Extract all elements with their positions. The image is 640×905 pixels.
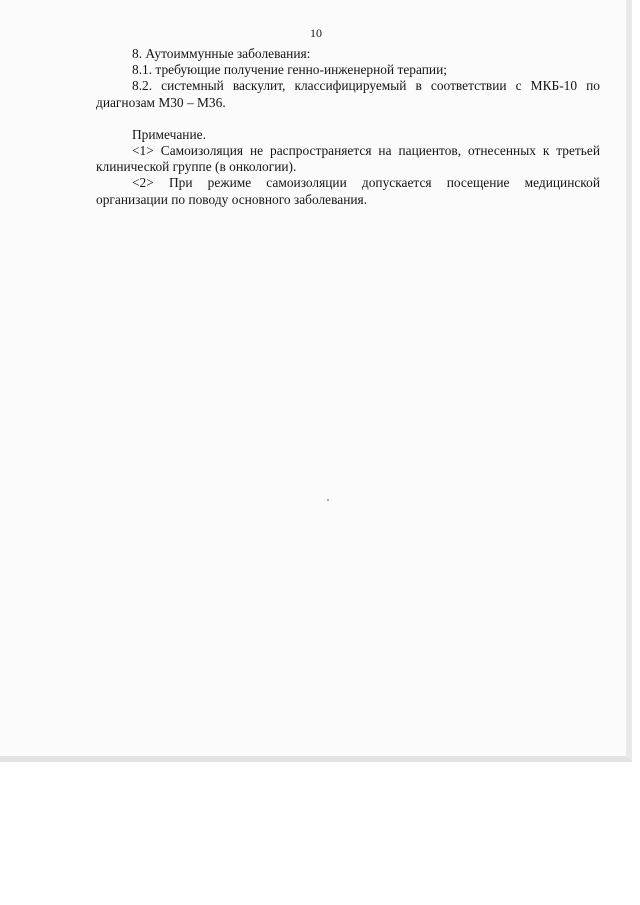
note-marker: <2> bbox=[132, 175, 154, 191]
document-body bbox=[96, 46, 600, 208]
list-item-8-2: 8.2. системный васкулит, классифицируемый в соответствии с МКБ-10 по диагнозам М30 – М36. bbox=[96, 78, 600, 110]
notes-heading: Примечание. bbox=[132, 126, 206, 142]
page-number: 10 bbox=[310, 26, 322, 40]
note-text: Самоизоляция не распространяется на пациентов, отнесенных к третьей клинической группе (в онкологии). bbox=[96, 143, 600, 175]
note-marker: <1> bbox=[132, 143, 154, 159]
list-item-8-1: 8.1. требующие получение генно-инженерной терапии; bbox=[132, 62, 447, 78]
list-item-8: 8. Аутоиммунные заболевания: bbox=[132, 46, 311, 61]
note-text: При режиме самоизоляции допускается посещение медицинской организации по поводу основного заболевания. bbox=[96, 175, 600, 207]
note-2 bbox=[96, 175, 600, 207]
scan-speck bbox=[327, 499, 329, 501]
blank-margin bbox=[0, 768, 640, 905]
paragraph-spacer bbox=[96, 111, 600, 127]
note-1 bbox=[96, 143, 600, 175]
